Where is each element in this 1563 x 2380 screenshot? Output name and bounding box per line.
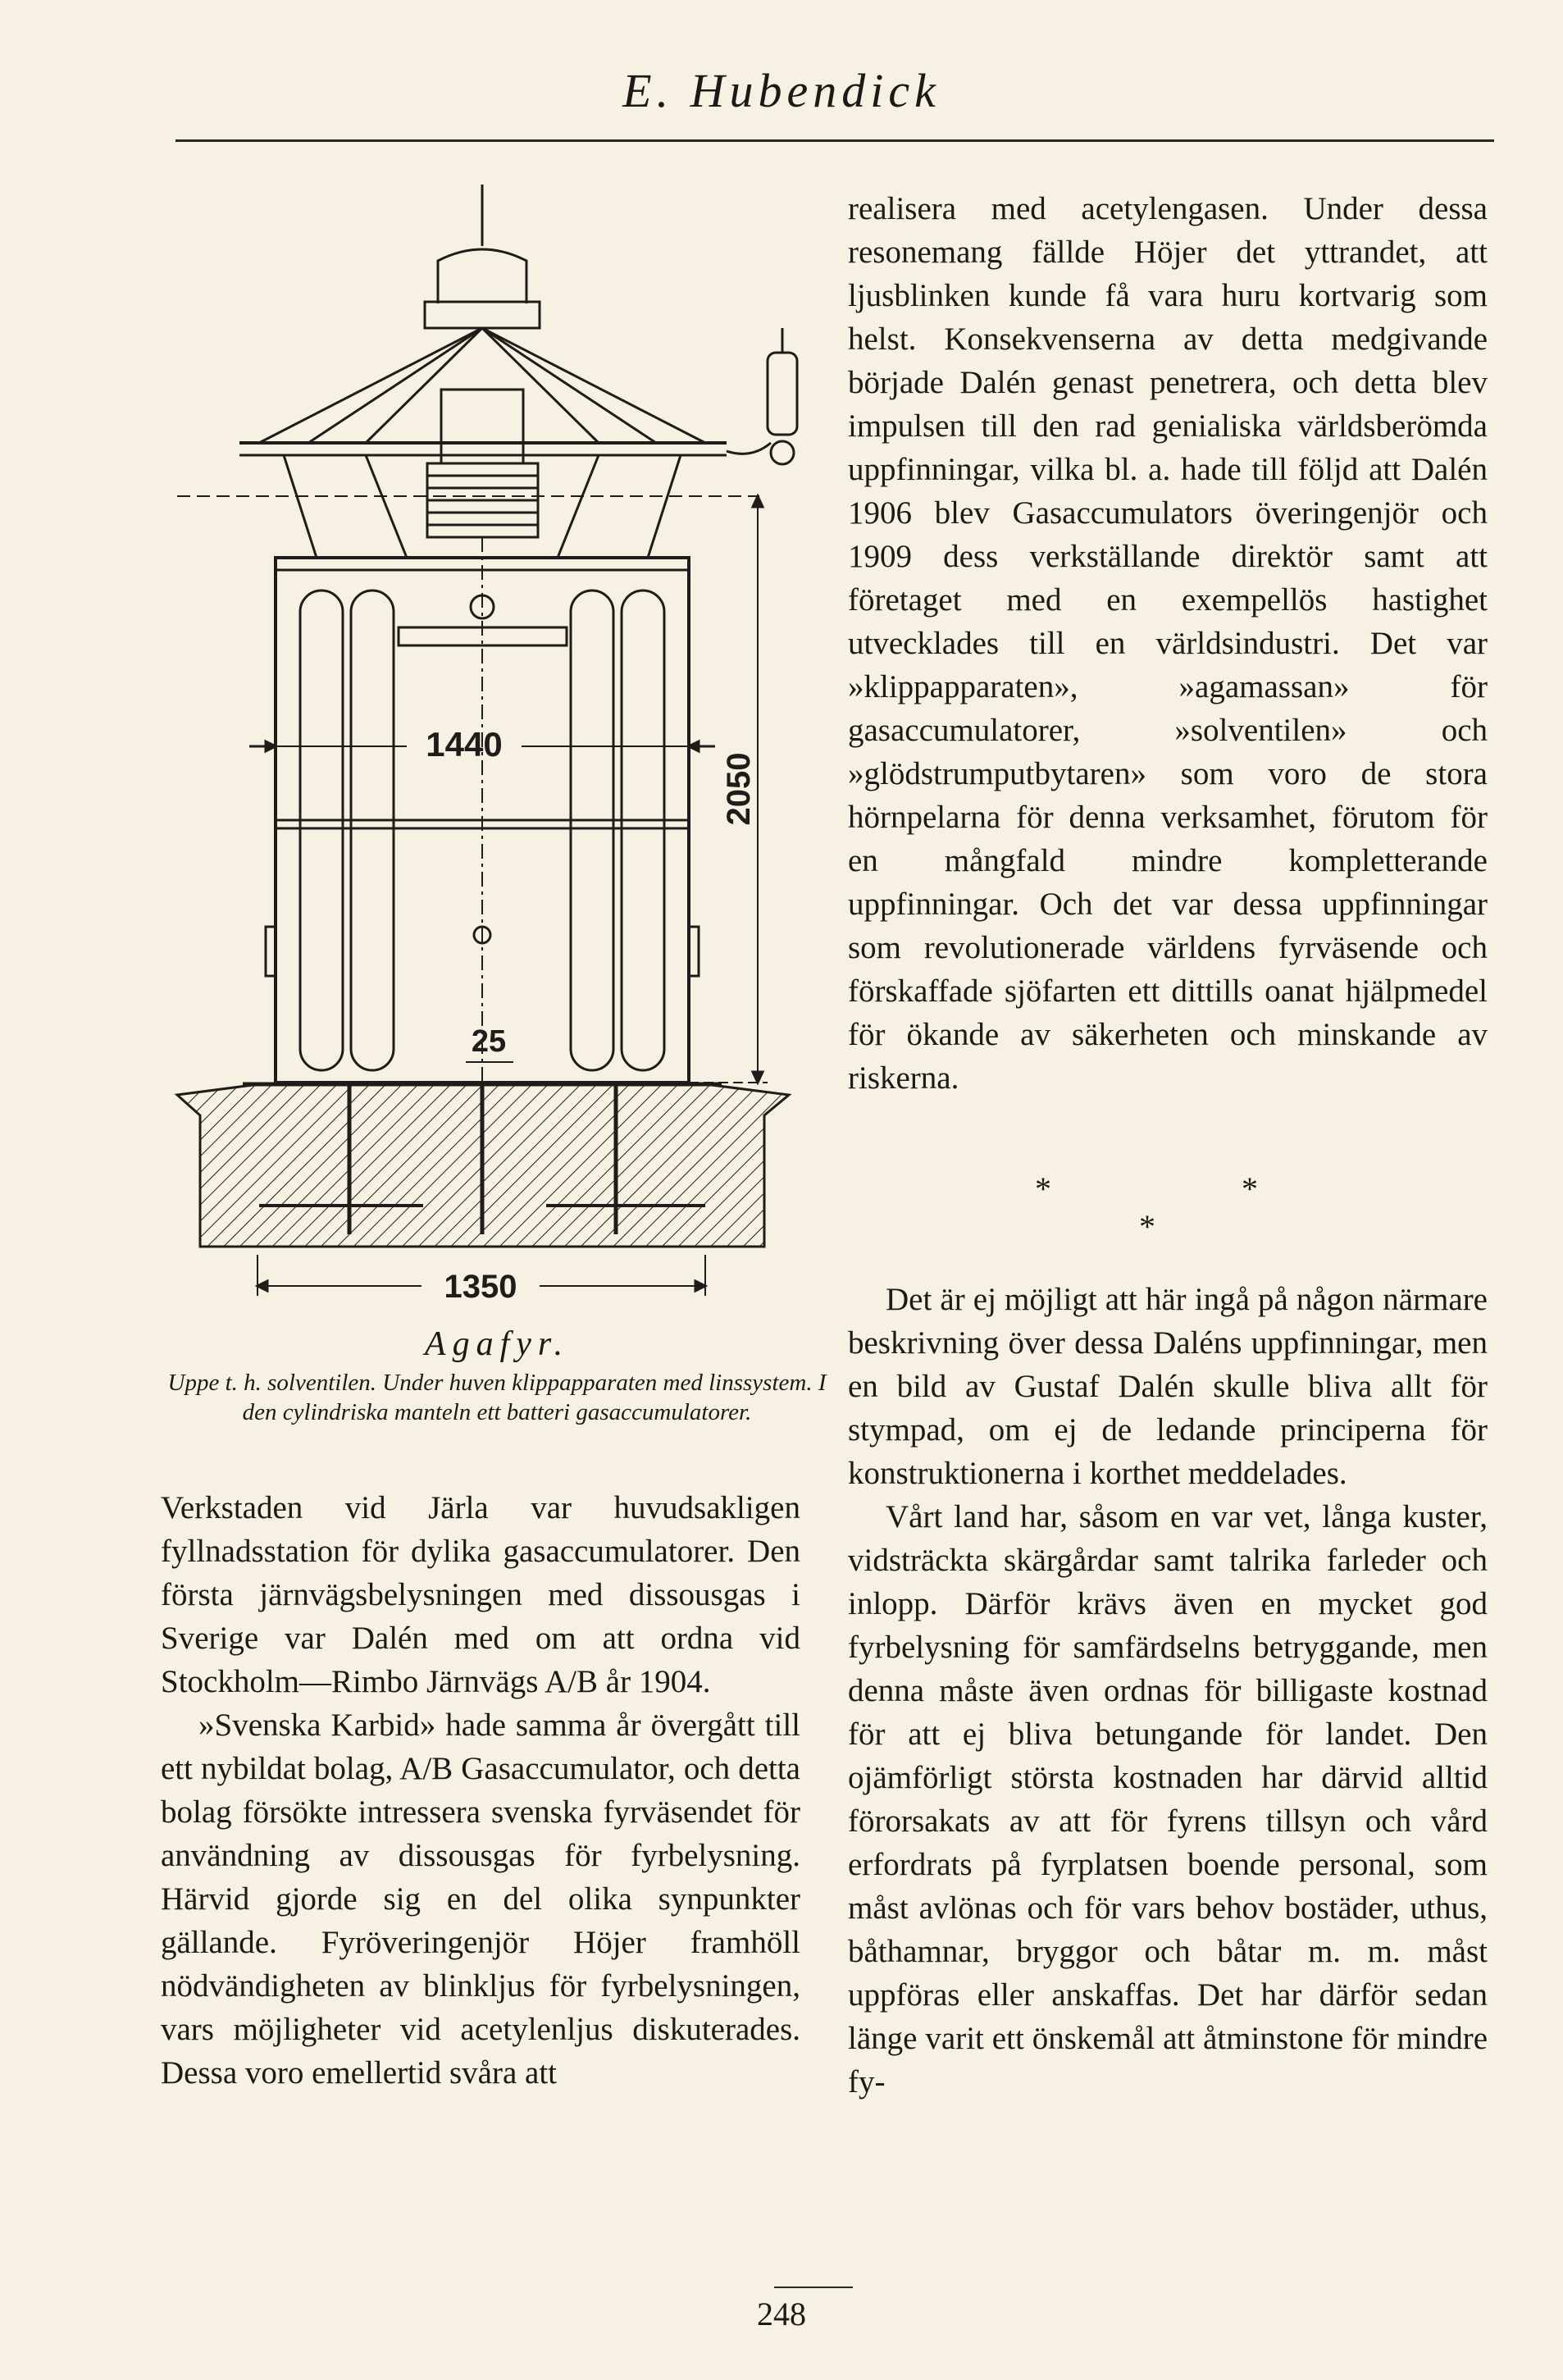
accumulator-bottle	[300, 590, 343, 1070]
hood-rib	[482, 328, 656, 443]
accumulator-bottle	[351, 590, 394, 1070]
accumulator-bottle	[571, 590, 613, 1070]
dim-label-2050: 2050	[721, 752, 757, 826]
page-number: 248	[757, 2296, 806, 2332]
dim-label-1350: 1350	[444, 1269, 517, 1305]
sun-valve-base	[771, 441, 794, 464]
dim-label-25: 25	[471, 1024, 507, 1059]
paragraph: »Svenska Karbid» hade samma år övergått till ett nybildat bolag, A/B Gasaccumulator, och detta bolag försökte intressera svenska fyrväsendet för användning av dissousgas för fyrbelysning. Härvid gjorde sig en del olika synpunkter gällande. Fyröveringenjör Höjer framhöll nödvändigheten av blinkljus för fyrbelysningen, vars möjligheter vid acetylenljus diskuterades. Dessa voro emellertid svåra att	[161, 1707, 800, 2090]
running-head: E. Hubendick	[622, 64, 941, 117]
hood-rib	[366, 328, 482, 443]
lantern-strut	[558, 455, 599, 558]
paragraph: Verkstaden vid Järla var huvudsakligen fyllnadsstation för dylika gasaccumulatorer. Den första järnvägsbelysningen med dissousgas i Sverige var Dalén med om att ordna vid Stockholm—Rimbo Järnvägs A/B år 1904.	[161, 1490, 800, 1699]
right-column-bottom	[848, 1278, 1488, 2104]
lens-housing	[441, 390, 523, 463]
section-break-asterism	[848, 1163, 1488, 1253]
paragraph: realisera med acetylengasen. Under dessa resonemang fällde Höjer det yttrandet, att ljusblinken kunde få vara huru kortvarig som helst. Konsekvenserna av detta medgivande började Dalén genast penetrera, och detta blev impulsen till den rad genialiska världsberömda uppfinningar, vilka bl. a. hade till följd att Dalén 1906 blev Gasaccumulators överingenjör och 1909 dess verkställande direktör samt att företaget med en exempellös hastighet utvecklades till en världsindustri. Det var »klippapparaten», »agamassan» för gasaccumulatorer, »solventilen» och »glödstrumputbytaren» som voro de stora hörnpelarna för denna verksamhet, förutom för en mångfald mindre kompletterande uppfinningar. Och det var dessa uppfinningar som revolutionerade världens fyrväsende och förskaffade sjöfarten ett dittills oanat hjälpmedel för ökande av säkerheten och minskande av riskerna.	[848, 191, 1488, 1096]
lantern-strut	[366, 455, 407, 558]
hood-rib	[308, 328, 482, 443]
chimney-collar	[425, 302, 540, 328]
left-column	[161, 1486, 800, 2095]
dim-arrowhead	[753, 1072, 763, 1083]
page-number-rule	[774, 2287, 853, 2288]
right-column-top	[848, 187, 1488, 1100]
sun-valve	[768, 353, 797, 435]
paragraph: Det är ej möjligt att här ingå på någon närmare beskrivning över dessa Daléns uppfinningar, men en bild av Gustaf Dalén skulle bliva allt för stympad, om ej de ledande principerna för konstruktionerna i korthet meddelades.	[848, 1282, 1488, 1491]
accumulator-bottle	[622, 590, 664, 1070]
asterisk: *	[1242, 1170, 1258, 1207]
dim-arrowhead	[695, 1281, 705, 1291]
header-rule	[175, 139, 1494, 142]
sun-valve-arm	[727, 443, 771, 454]
asterisk: *	[1139, 1208, 1155, 1245]
dim-arrowhead	[753, 496, 763, 507]
chimney-cap	[438, 249, 526, 303]
asterisk: *	[1035, 1170, 1051, 1207]
dim-arrowhead	[257, 1281, 267, 1291]
figure-title: Agafyr.	[424, 1325, 570, 1363]
lantern-strut	[284, 455, 317, 558]
hood-roof	[259, 328, 705, 443]
paragraph: Vårt land har, såsom en var vet, långa kuster, vidsträckta skärgårdar samt talrika farleder och inlopp. Därför krävs även en mycket god fyrbelysning för samfärdselns betryggande, men denna måste även ordnas för billigaste kostnad för att ej bliva betungande för landet. Den ojämförligt största kostnaden har därvid alltid förorsakats av att för fyrens tillsyn och vård erfordrats på fyrplatsen boende personal, som måst avlönas och för vars behov bostäder, uthus, båthamnar, bryggor och båtar m. m. måst uppföras eller anskaffas. Det har därför sedan länge varit ett önskemål att åtminstone för mindre fy-	[848, 1499, 1488, 2100]
lighthouse-figure	[161, 172, 833, 1329]
dim-label-1440: 1440	[426, 725, 503, 764]
lighthouse-drawing	[161, 172, 833, 1329]
hood-rib	[482, 328, 599, 443]
lantern-strut	[648, 455, 681, 558]
figure-caption: Uppe t. h. solventilen. Under huven klippapparaten med linssystem. I den cylindriska manteln ett batteri gasaccumulatorer.	[167, 1370, 827, 1425]
